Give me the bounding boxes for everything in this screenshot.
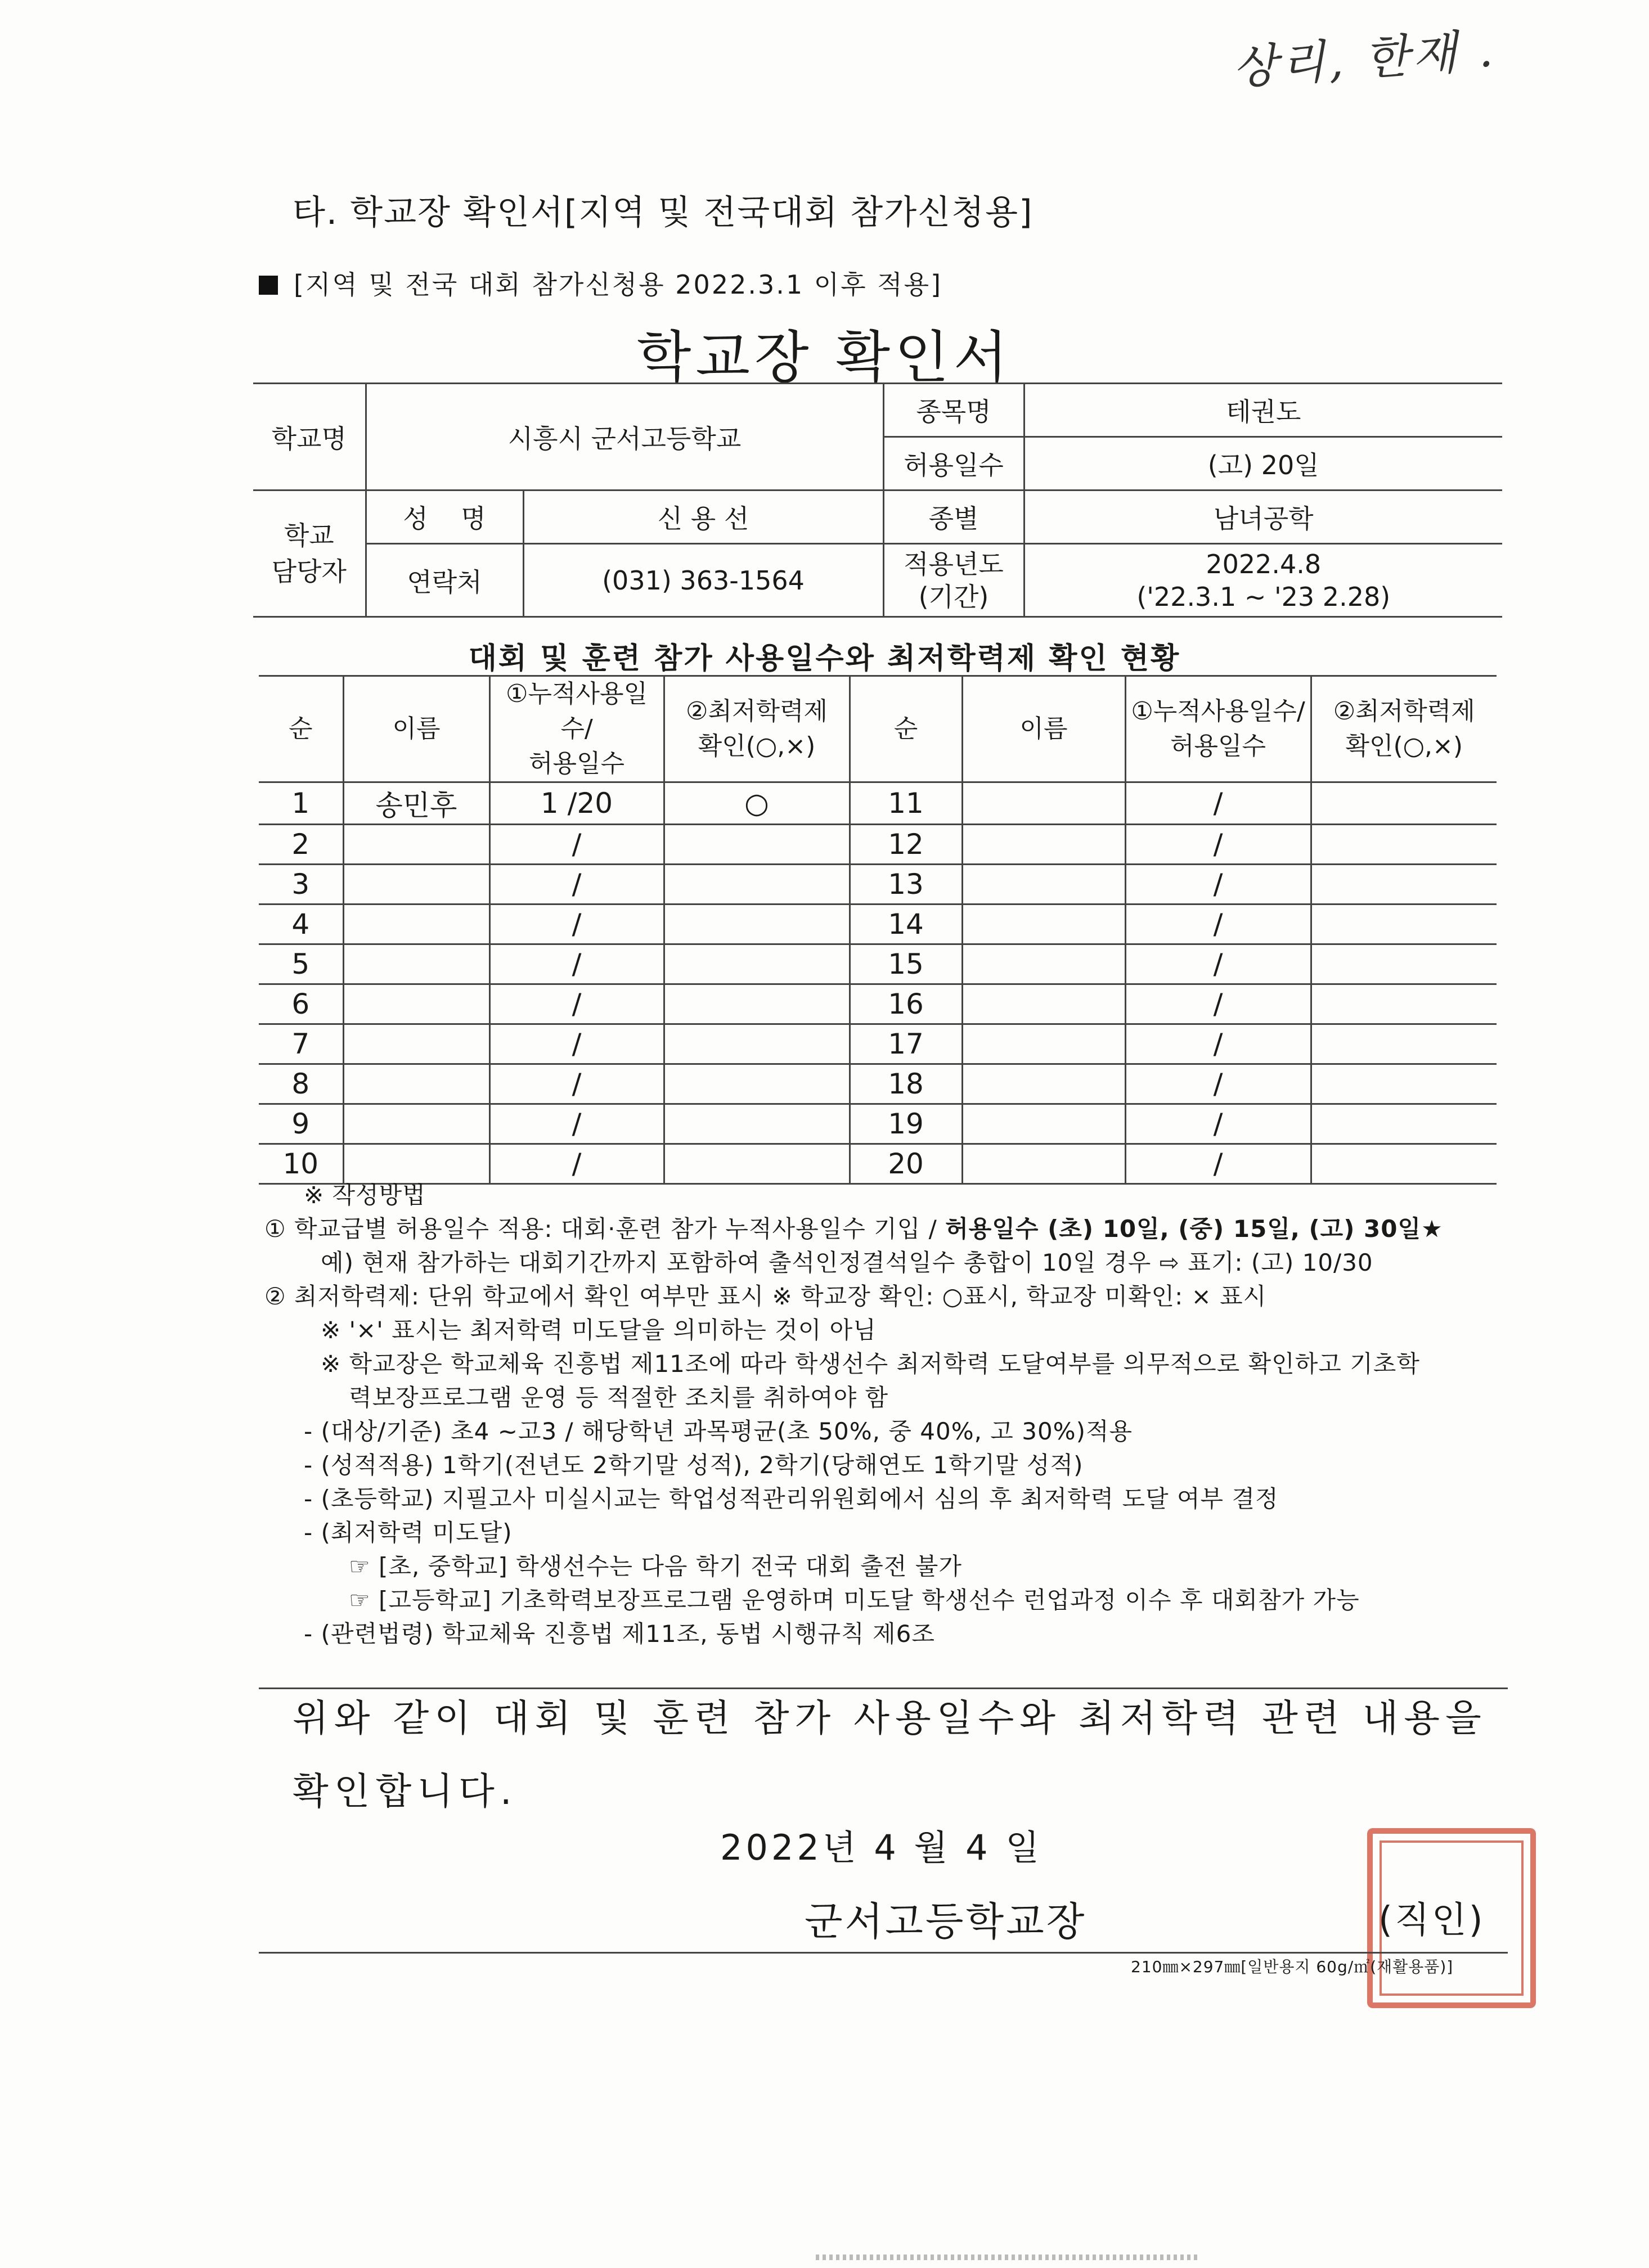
table-row <box>259 904 1497 944</box>
note-3: ※ '×' 표시는 최저학력 미도달을 의미하는 것이 아님 <box>321 1316 877 1344</box>
row-name-left <box>343 1144 489 1184</box>
status-title: 대회 및 훈련 참가 사용일수와 최저학력제 확인 현황 <box>468 642 1181 676</box>
table-row <box>259 865 1497 904</box>
table-row <box>259 782 1497 825</box>
note-4a: ※ 학교장은 학교체육 진흥법 제11조에 따라 학생선수 최저학력 도달여부를 의무적으로 확인하고 기초학 <box>321 1350 1420 1378</box>
note-2: ② 최저학력제: 단위 학교에서 확인 여부만 표시 ※ 학교장 확인: ○표시, 학교장 미확인: × 표시 <box>264 1282 1267 1310</box>
table-row <box>259 825 1497 865</box>
name-label: 성 명 <box>366 490 523 544</box>
table-row <box>259 984 1497 1024</box>
row-name-right <box>962 1024 1125 1064</box>
row-no-left: 10 <box>259 1144 343 1184</box>
row-no-right: 18 <box>850 1064 962 1104</box>
row-days-left: / <box>489 1104 664 1144</box>
row-no-right: 19 <box>850 1104 962 1144</box>
row-name-right <box>962 865 1125 904</box>
school-label: 학교명 <box>253 384 366 490</box>
subtitle-text: [지역 및 전국 대회 참가신청용 2022.3.1 이후 적용] <box>294 269 943 300</box>
notes-heading: ※ 작성방법 <box>304 1181 426 1209</box>
header-days-left: ①누적사용일수/ 허용일수 <box>489 676 664 782</box>
row-name-left <box>343 904 489 944</box>
row-no-right: 14 <box>850 904 962 944</box>
row-days-right: / <box>1125 825 1311 865</box>
table-row <box>259 944 1497 984</box>
row-days-right: / <box>1125 904 1311 944</box>
row-name-left <box>343 944 489 984</box>
black-square-icon <box>259 276 278 295</box>
row-check-left <box>664 904 850 944</box>
status-header-row <box>259 676 1497 782</box>
row-days-right: / <box>1125 984 1311 1024</box>
category-label: 종별 <box>883 490 1024 544</box>
row-no-left: 3 <box>259 865 343 904</box>
row-name-right <box>962 984 1125 1024</box>
row-check-left <box>664 944 850 984</box>
table-row <box>259 1104 1497 1144</box>
note-10: ☞ [고등학교] 기초학력보장프로그램 운영하며 미도달 학생선수 런업과정 이수 후 대회참가 가능 <box>349 1586 1360 1614</box>
row-name-right <box>962 944 1125 984</box>
name-value: 신 용 선 <box>523 490 883 544</box>
header-name-left: 이름 <box>343 676 489 782</box>
handwritten-note: 상리, 한재 . <box>1230 23 1498 96</box>
header-check-right: ②최저학력제 확인(○,×) <box>1311 676 1497 782</box>
row-check-right <box>1311 1064 1497 1104</box>
row-check-left <box>664 984 850 1024</box>
row-check-right <box>1311 984 1497 1024</box>
note-4b: 력보장프로그램 운영 등 적절한 조치를 취하여야 함 <box>349 1384 889 1411</box>
row-days-right: / <box>1125 944 1311 984</box>
category-value: 남녀공학 <box>1024 490 1502 544</box>
status-table <box>259 675 1497 1185</box>
note-1c: 예) 현재 참가하는 대회기간까지 포함하여 출석인정결석일수 총합이 10일 경우 ⇨ 표기: (고) 10/30 <box>321 1249 1373 1276</box>
event-value: 테권도 <box>1024 384 1502 437</box>
subtitle <box>259 264 942 302</box>
row-check-left <box>664 1064 850 1104</box>
row-no-left: 1 <box>259 782 343 825</box>
header-check-left: ②최저학력제 확인(○,×) <box>664 676 850 782</box>
row-no-left: 8 <box>259 1064 343 1104</box>
notes-section <box>264 1178 1525 1651</box>
confirmation-text: 위와 같이 대회 및 훈련 참가 사용일수와 최저학력 관련 내용을 확인합니다. <box>293 1696 1487 1813</box>
note-8: - (최저학력 미도달) <box>304 1519 513 1546</box>
note-9: ☞ [초, 중학교] 학생선수는 다음 학기 전국 대회 출전 불가 <box>349 1552 962 1580</box>
row-check-left <box>664 1024 850 1064</box>
bottom-divider-line <box>259 1952 1508 1954</box>
signature-date: 2022년 4 월 4 일 <box>720 1827 1043 1868</box>
header-no-left: 순 <box>259 676 343 782</box>
row-no-left: 6 <box>259 984 343 1024</box>
row-no-left: 4 <box>259 904 343 944</box>
row-name-left: 송민후 <box>343 782 489 825</box>
period-range: ('22.3.1 ~ '23 2.28) <box>1136 581 1391 612</box>
paper-spec-footer: 210㎜×297㎜[일반용지 60g/㎡(재활용품)] <box>1131 1958 1454 1976</box>
header-name-right: 이름 <box>962 676 1125 782</box>
row-name-left <box>343 865 489 904</box>
row-days-left: 1 /20 <box>489 782 664 825</box>
header-days-right: ①누적사용일수/ 허용일수 <box>1125 676 1311 782</box>
note-6: - (성적적용) 1학기(전년도 2학기말 성적), 2학기(당해연도 1학기말 성적) <box>304 1451 1084 1479</box>
table-row <box>259 1144 1497 1184</box>
row-days-right: / <box>1125 1064 1311 1104</box>
period-label: 적용년도 (기간) <box>883 544 1024 617</box>
row-name-left <box>343 1104 489 1144</box>
row-name-left <box>343 1024 489 1064</box>
row-days-left: / <box>489 984 664 1024</box>
table-row <box>259 1064 1497 1104</box>
allowed-days-label: 허용일수 <box>883 437 1024 490</box>
row-days-right: / <box>1125 782 1311 825</box>
row-days-left: / <box>489 944 664 984</box>
row-check-right <box>1311 825 1497 865</box>
row-name-right <box>962 1144 1125 1184</box>
note-1b: 허용일수 (초) 10일, (중) 15일, (고) 30일★ <box>945 1215 1443 1243</box>
row-check-right <box>1311 1144 1497 1184</box>
note-5: - (대상/기준) 초4 ~고3 / 해당학년 과목평균(초 50%, 중 40%, 고 30%)적용 <box>304 1418 1133 1445</box>
row-no-right: 13 <box>850 865 962 904</box>
note-11: - (관련법령) 학교체육 진흥법 제11조, 동법 시행규칙 제6조 <box>304 1620 935 1648</box>
row-no-right: 11 <box>850 782 962 825</box>
row-no-right: 20 <box>850 1144 962 1184</box>
note-7: - (초등학교) 지필고사 미실시교는 학업성적관리위원회에서 심의 후 최저학력 도달 여부 결정 <box>304 1485 1279 1513</box>
allowed-days-value: (고) 20일 <box>1024 437 1502 490</box>
row-name-right <box>962 904 1125 944</box>
school-value: 시흥시 군서고등학교 <box>366 384 883 490</box>
row-check-left: ○ <box>664 782 850 825</box>
row-name-left <box>343 984 489 1024</box>
manager-label: 학교 담당자 <box>253 490 366 617</box>
table-row <box>259 1024 1497 1064</box>
row-no-right: 16 <box>850 984 962 1024</box>
row-check-right <box>1311 904 1497 944</box>
row-days-left: / <box>489 1024 664 1064</box>
row-no-right: 12 <box>850 825 962 865</box>
row-check-right <box>1311 865 1497 904</box>
row-days-left: / <box>489 825 664 865</box>
row-no-right: 15 <box>850 944 962 984</box>
header-no-right: 순 <box>850 676 962 782</box>
row-name-left <box>343 1064 489 1104</box>
row-name-left <box>343 825 489 865</box>
row-no-left: 2 <box>259 825 343 865</box>
row-no-left: 7 <box>259 1024 343 1064</box>
row-name-right <box>962 782 1125 825</box>
contact-label: 연락처 <box>366 544 523 617</box>
scan-edge-strip <box>816 2254 1198 2260</box>
row-name-right <box>962 1104 1125 1144</box>
row-days-left: / <box>489 904 664 944</box>
row-days-right: / <box>1125 1024 1311 1064</box>
row-check-left <box>664 1104 850 1144</box>
row-check-left <box>664 825 850 865</box>
row-check-left <box>664 865 850 904</box>
row-check-right <box>1311 1104 1497 1144</box>
contact-value: (031) 363-1564 <box>523 544 883 617</box>
period-cell <box>1024 544 1502 617</box>
row-no-left: 5 <box>259 944 343 984</box>
row-check-right <box>1311 944 1497 984</box>
note-1 <box>264 1212 1525 1246</box>
principal-name: 군서고등학교장 <box>805 1898 1087 1945</box>
document-title: 학교장 확인서 <box>636 325 1013 390</box>
period-date: 2022.4.8 <box>1206 548 1322 579</box>
info-table <box>253 382 1502 618</box>
section-title: 타. 학교장 확인서[지역 및 전국대회 참가신청용] <box>293 193 1034 232</box>
row-days-right: / <box>1125 865 1311 904</box>
row-check-left <box>664 1144 850 1184</box>
row-check-right <box>1311 1024 1497 1064</box>
row-name-right <box>962 1064 1125 1104</box>
row-days-right: / <box>1125 1104 1311 1144</box>
status-table-body <box>259 676 1497 1184</box>
row-no-left: 9 <box>259 1104 343 1144</box>
row-days-left: / <box>489 1144 664 1184</box>
event-label: 종목명 <box>883 384 1024 437</box>
note-1a: ① 학교급별 허용일수 적용: 대회·훈련 참가 누적사용일수 기입 / <box>264 1215 946 1243</box>
seal-label: (직인) <box>1378 1900 1485 1941</box>
row-no-right: 17 <box>850 1024 962 1064</box>
row-days-right: / <box>1125 1144 1311 1184</box>
row-name-right <box>962 825 1125 865</box>
row-days-left: / <box>489 1064 664 1104</box>
row-days-left: / <box>489 865 664 904</box>
row-check-right <box>1311 782 1497 825</box>
